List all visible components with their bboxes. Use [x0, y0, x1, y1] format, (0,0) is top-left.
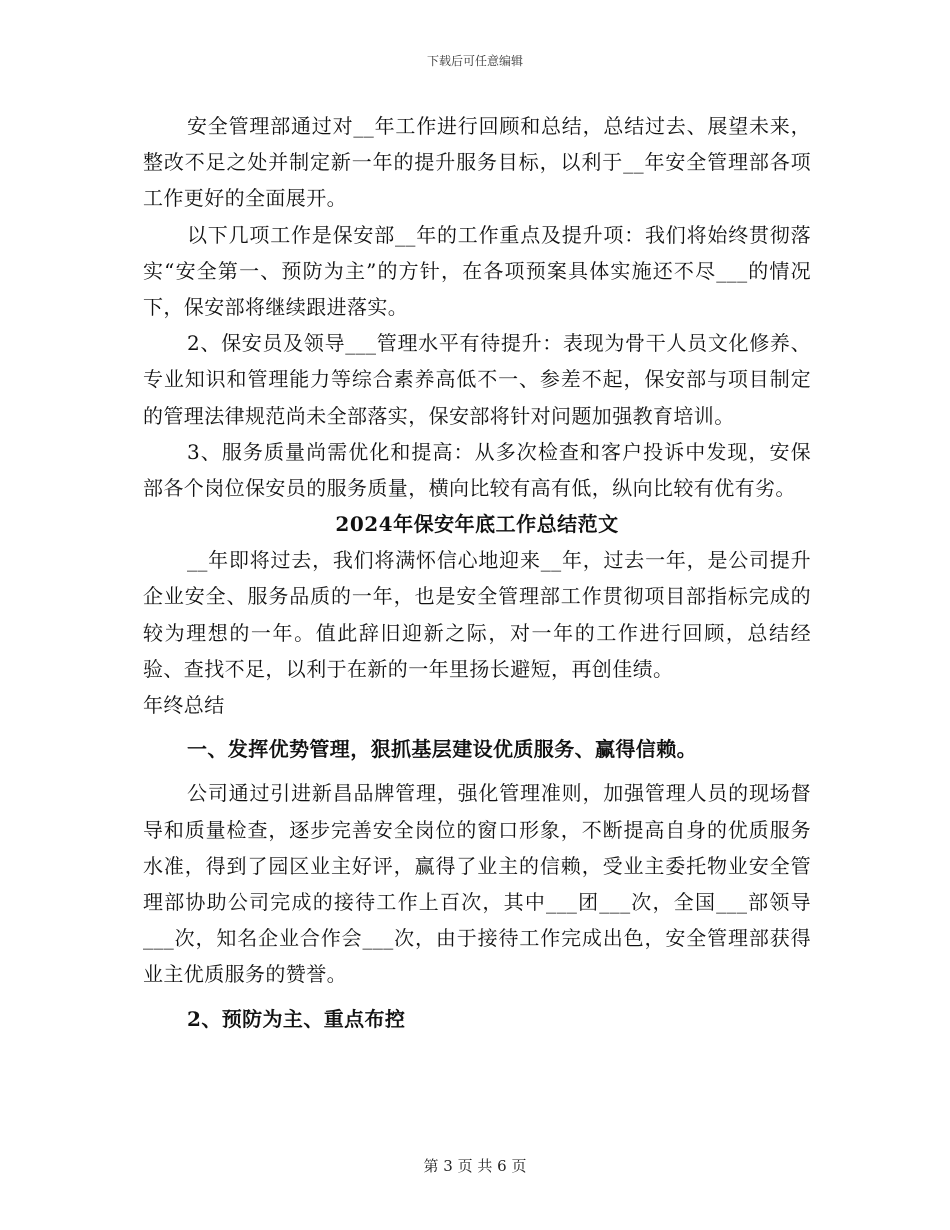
page-header-note: 下载后可任意编辑	[426, 54, 523, 68]
paragraph-4: 3、服务质量尚需优化和提高：从多次检查和客户投诉中发现，安保部各个岗位保安员的服务质量，横向比较有高有低，纵向比较有优有劣。	[143, 439, 811, 501]
paragraph-3: 2、保安员及领导___管理水平有待提升：表现为骨干人员文化修养、专业知识和管理能力等综合素养高低不一、参差不起，保安部与项目制定的管理法律规范尚未全部落实，保安部将针对问题加强教育培训。	[143, 331, 811, 428]
paragraph-5: __年即将过去，我们将满怀信心地迎来__年，过去一年，是公司提升企业安全、服务品质的一年，也是安全管理部工作贯彻项目部指标完成的较为理想的一年。值此辞旧迎新之际，对一年的工作进行回顾，总结经验、查找不足，以利于在新的一年里扬长避短，再创佳绩。	[143, 548, 811, 681]
page-footer-number: 第 3 页 共 6 页	[423, 1157, 527, 1175]
paragraph-6: 公司通过引进新昌品牌管理，强化管理准则，加强管理人员的现场督导和质量检查，逐步完善安全岗位的窗口形象，不断提高自身的优质服务水准，得到了园区业主好评，赢得了业主的信赖，受业主委托物业安全管理部协助公司完成的接待工作上百次，其中___团___次，全国___部领导___次，知名企业合作会___次，由于接待工作完成出色，安全管理部获得业主优质服务的赞誉。	[143, 781, 811, 987]
document-title: 2024年保安年底工作总结范文	[335, 512, 619, 537]
paragraph-5-tail: 年终总结	[143, 693, 225, 718]
paragraph-2: 以下几项工作是保安部__年的工作重点及提升项：我们将始终贯彻落实“安全第一、预防为主”的方针，在各项预案具体实施还不尽___的情况下，保安部将继续跟进落实。	[143, 222, 811, 320]
section-heading-2: 2、预防为主、重点布控	[187, 1006, 406, 1031]
section-heading-1: 一、发挥优势管理，狠抓基层建设优质服务、赢得信赖。	[187, 737, 697, 762]
paragraph-1: 安全管理部通过对__年工作进行回顾和总结，总结过去、展望未来，整改不足之处并制定新一年的提升服务目标，以利于__年安全管理部各项工作更好的全面展开。	[143, 114, 811, 211]
document-body	[143, 108, 811, 1037]
